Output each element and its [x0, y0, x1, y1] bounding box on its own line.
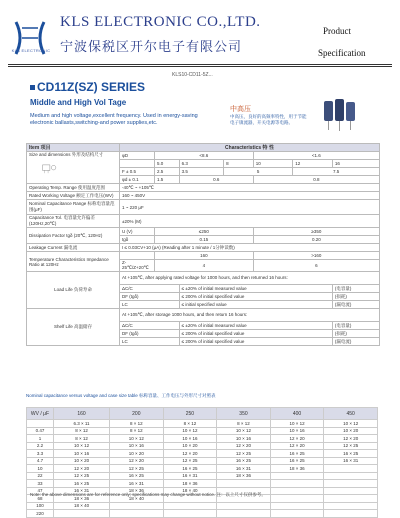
dim-cell: 16	[332, 160, 379, 168]
dim-cell: 5.0	[155, 160, 180, 168]
case-size-cell: 8 × 12	[163, 420, 217, 428]
case-size-cell: 10 × 16	[163, 435, 217, 443]
case-size-cell: 6.3 × 11	[54, 420, 110, 428]
case-size-cell	[110, 510, 164, 518]
voltage-col-header: 450	[324, 408, 378, 420]
voltage-value: 160 ~ 450V	[120, 192, 380, 200]
header-divider	[8, 66, 392, 67]
case-size-cell: 12 × 25	[217, 450, 271, 458]
company-name: KLS ELECTRONIC CO.,LTD.	[60, 14, 261, 30]
size-table-row	[27, 510, 378, 518]
capacitance-cell: 0.47	[27, 427, 54, 435]
f-cell: 2.5	[155, 168, 180, 176]
voltage-col-header: 160	[54, 408, 110, 420]
size-table-row	[27, 502, 378, 510]
case-size-cell: 18 × 40	[54, 502, 110, 510]
case-size-cell: 8 × 12	[54, 435, 110, 443]
case-size-cell	[324, 502, 378, 510]
table-row	[27, 215, 380, 228]
tan-col: ≤250	[155, 228, 254, 236]
series-description-cn: 中高压，良好的高频率特性，用于节能电子镇流器，开关电源等电路。	[230, 114, 307, 125]
footer-note: Note: the above dimensions are for reference only; specifications may change without notice. 注：以上尺寸仅供参考。	[30, 492, 266, 497]
shelf-value: ≤ ±20% of initial measured value	[179, 322, 332, 330]
capacitance-cell: 47	[27, 487, 54, 495]
f-cell: 5	[224, 168, 293, 176]
case-size-cell: 16 × 25	[54, 480, 110, 488]
d-cell: 1.5	[155, 176, 180, 184]
size-table-row	[27, 450, 378, 458]
tan-cell: 0.20	[253, 236, 379, 244]
capacitance-cell: 4.7	[27, 457, 54, 465]
phi-d-range-2: <1.6	[253, 152, 379, 160]
case-size-cell: 12 × 20	[270, 442, 324, 450]
table-row	[27, 244, 380, 252]
temp-char-label: Temperature Characteristics Impedance Ratio at 120Hz	[27, 252, 120, 272]
capacitance-cell: 33	[27, 480, 54, 488]
dimension-diagram	[34, 164, 64, 186]
case-size-cell: 8 × 12	[217, 420, 271, 428]
capacitance-cell	[27, 420, 54, 428]
shelf-key: DF (tgδ)	[120, 330, 180, 338]
case-size-cell: 12 × 20	[163, 450, 217, 458]
load-life-label: Load Life 负荷寿命	[27, 272, 120, 309]
case-size-cell: 18 × 36	[54, 495, 110, 503]
phi-d-label: φD	[120, 152, 155, 160]
load-value: ≤ 200% of initial specified value	[179, 293, 332, 301]
capacitance-cell: 22	[27, 472, 54, 480]
size-table-row	[27, 420, 378, 428]
size-table-row	[27, 435, 378, 443]
capacitance-cell: 68	[27, 495, 54, 503]
product-label: Product	[323, 26, 351, 36]
load-cn: (漏电流)	[332, 301, 379, 309]
case-size-cell: 10 × 12	[110, 435, 164, 443]
load-key: LC	[120, 301, 180, 309]
table-header-row	[27, 144, 380, 152]
size-table-header	[27, 408, 378, 420]
case-size-cell: 16 × 25	[270, 457, 324, 465]
company-name-cn: 宁波保税区开尔电子有限公司	[60, 39, 243, 54]
case-size-cell: 12 × 20	[324, 435, 378, 443]
size-label: Size and dimensions 外形及结构尺寸	[27, 152, 120, 184]
shelf-cn: (损耗)	[332, 330, 379, 338]
case-size-cell: 16 × 25	[163, 465, 217, 473]
case-size-cell	[217, 502, 271, 510]
case-size-cell: 12 × 25	[163, 457, 217, 465]
case-size-cell: 10 × 16	[54, 450, 110, 458]
specification-label: Specification	[318, 48, 366, 58]
tan-cell: 0.15	[155, 236, 254, 244]
voltage-label: Rated Working Voltage 额定工作电压(WV)	[27, 192, 120, 200]
case-size-cell: 12 × 25	[54, 472, 110, 480]
shelf-value: ≤ 200% of initial specified value	[179, 330, 332, 338]
tan-wv-head: U (V)	[120, 228, 155, 236]
case-size-cell	[270, 510, 324, 518]
case-size-cell: 10 × 20	[324, 427, 378, 435]
shelf-life-label: Shelf Life 高温储存	[27, 309, 120, 346]
case-size-cell	[324, 495, 378, 503]
d-label: φd ± 0.1	[120, 176, 155, 184]
table-row	[27, 152, 380, 160]
shelf-key: ΔC/C	[120, 322, 180, 330]
f-cell: 3.5	[179, 168, 223, 176]
case-size-cell	[270, 487, 324, 495]
case-size-cell: 12 × 25	[324, 442, 378, 450]
tan-row-label: tgδ	[120, 236, 155, 244]
voltage-col-header: 350	[217, 408, 271, 420]
capacitor-photo	[322, 98, 362, 132]
dim-cell: 6.3	[179, 160, 223, 168]
dim-cell: 8	[224, 160, 254, 168]
tan-col: ≥350	[253, 228, 379, 236]
case-size-cell: 16 × 25	[217, 457, 271, 465]
case-size-cell: 16 × 25	[270, 450, 324, 458]
bullet-square-icon	[30, 85, 35, 90]
size-table-row	[27, 427, 378, 435]
series-title-cn: 中高压	[230, 106, 251, 113]
capacitance-cell: 1	[27, 435, 54, 443]
case-size-cell	[270, 495, 324, 503]
case-size-cell	[163, 502, 217, 510]
document-code: KLS10-CD11-5Z...	[172, 72, 213, 78]
table-row	[27, 272, 380, 285]
header-item: Item 项目	[27, 144, 120, 152]
case-size-cell: 10 × 20	[163, 442, 217, 450]
f-cell: 7.5	[293, 168, 380, 176]
leakage-label: Leakage Current 漏电流	[27, 244, 120, 252]
case-size-cell: 10 × 16	[270, 427, 324, 435]
case-size-cell	[217, 480, 271, 488]
load-key: ΔC/C	[120, 285, 180, 293]
temp-char-col: >160	[253, 252, 379, 260]
case-size-cell: 10 × 12	[217, 427, 271, 435]
capacitance-cell: 100	[27, 502, 54, 510]
case-size-cell: 8 × 12	[54, 427, 110, 435]
cap-range-label: Nominal Capacitance Range 标称电容量范围(μF)	[27, 200, 120, 215]
case-size-cell: 10 × 20	[110, 450, 164, 458]
capacitance-cell: 220	[27, 510, 54, 518]
case-size-cell: 12 × 20	[270, 435, 324, 443]
corner-cell: WV / μF	[27, 408, 54, 420]
d-cell: 0.6	[179, 176, 253, 184]
case-size-cell: 12 × 20	[217, 442, 271, 450]
case-size-cell: 16 × 31	[217, 465, 271, 473]
case-size-cell: 10 × 16	[217, 435, 271, 443]
cap-tol-label: Capacitance Tol. 电容量允许偏差(120Hz,20℃)	[27, 215, 120, 228]
temp-char-cell: 6	[253, 260, 379, 272]
temp-char-row-label: Z-25℃/Z+20℃	[120, 260, 155, 272]
case-size-cell: 18 × 36	[110, 487, 164, 495]
case-size-cell: 12 × 25	[110, 465, 164, 473]
load-key: DF (tgδ)	[120, 293, 180, 301]
temp-char-col: 160	[155, 252, 254, 260]
voltage-col-header: 400	[270, 408, 324, 420]
leakage-value: I ≤ 0.03CV+10 (μA) (Reading after 1 minute / 1分钟读数)	[120, 244, 380, 252]
size-table-row	[27, 465, 378, 473]
temp-range-value: -40℃ ~ +105℃	[120, 184, 380, 192]
case-size-cell	[270, 502, 324, 510]
case-size-cell: 18 × 36	[270, 465, 324, 473]
case-size-cell: 10 × 20	[54, 457, 110, 465]
case-size-cell: 10 × 12	[324, 420, 378, 428]
case-size-cell: 16 × 25	[324, 450, 378, 458]
table-row	[27, 200, 380, 215]
case-size-cell: 16 × 25	[110, 472, 164, 480]
case-size-cell	[324, 510, 378, 518]
case-size-cell: 10 × 12	[270, 420, 324, 428]
shelf-cn: (电容量)	[332, 322, 379, 330]
case-size-cell	[217, 510, 271, 518]
tan-label: Dissipation Factor tgδ (20℃, 120Hz)	[27, 228, 120, 244]
case-size-cell: 8 × 12	[110, 420, 164, 428]
case-size-cell: 18 × 36	[217, 472, 271, 480]
case-size-cell	[324, 487, 378, 495]
table-row	[27, 184, 380, 192]
case-size-cell	[110, 502, 164, 510]
case-size-cell: 10 × 16	[110, 442, 164, 450]
cap-tol-value: ±20% (M)	[120, 215, 380, 228]
shelf-cn: (漏电流)	[332, 338, 379, 346]
case-size-cell: 16 × 31	[324, 457, 378, 465]
header-divider	[8, 64, 392, 65]
case-size-cell	[324, 465, 378, 473]
capacitance-cell: 2.2	[27, 442, 54, 450]
load-cn: (损耗)	[332, 293, 379, 301]
case-size-cell: 16 × 31	[54, 487, 110, 495]
header-characteristics: Characteristics 特 性	[120, 144, 380, 152]
case-size-cell: 16 × 31	[110, 480, 164, 488]
case-size-cell	[324, 472, 378, 480]
case-size-cell: 10 × 12	[54, 442, 110, 450]
case-size-cell: 18 × 40	[163, 487, 217, 495]
case-size-cell	[270, 472, 324, 480]
logo-caption: KLS ELECTRONIC	[11, 48, 51, 53]
case-size-cell: 12 × 20	[110, 457, 164, 465]
case-size-cell	[270, 480, 324, 488]
f-label: F ± 0.5	[120, 168, 155, 176]
voltage-col-header: 200	[110, 408, 164, 420]
table-row	[27, 252, 380, 260]
temp-char-cell: 4	[155, 260, 254, 272]
load-life-note: At +105℃, after applying rated voltage for 1000 hours, and then returned 16 hours:	[120, 272, 380, 285]
phi-d-range-1: <8.6	[155, 152, 254, 160]
size-table	[26, 407, 378, 518]
voltage-col-header: 250	[163, 408, 217, 420]
shelf-value: ≤ 200% of initial specified value	[179, 338, 332, 346]
size-table-row	[27, 457, 378, 465]
case-size-cell: 12 × 20	[54, 465, 110, 473]
capacitance-cell: 10	[27, 465, 54, 473]
size-table-row	[27, 442, 378, 450]
size-table-row	[27, 480, 378, 488]
capacitance-cell: 3.3	[27, 450, 54, 458]
case-size-cell: 8 × 12	[110, 427, 164, 435]
load-cn: (电容量)	[332, 285, 379, 293]
size-table-row	[27, 472, 378, 480]
case-size-cell: 18 × 36	[163, 480, 217, 488]
case-size-cell	[54, 510, 110, 518]
load-value: ≤ initial specified value	[179, 301, 332, 309]
temp-range-label: Operating Temp. Range 使用温度范围	[27, 184, 120, 192]
table-row	[27, 228, 380, 236]
series-description: Medium and high voltage,excellent frequency. Used in energy-saving electronic ballasts,switching-and power supplies,etc.	[30, 113, 198, 126]
case-size-cell	[163, 510, 217, 518]
shelf-key: LC	[120, 338, 180, 346]
table-row	[27, 192, 380, 200]
case-size-cell: 10 × 12	[163, 427, 217, 435]
dim-cell: 10	[253, 160, 293, 168]
series-title: CD11Z(SZ) SERIES	[30, 80, 145, 94]
case-size-cell: 18 × 40	[110, 495, 164, 503]
dim-cell: 12	[293, 160, 333, 168]
load-value: ≤ ±20% of initial measured value	[179, 285, 332, 293]
cap-range-value: 1 ~ 220 μF	[120, 200, 380, 215]
specification-table	[26, 143, 380, 346]
d-cell: 0.8	[253, 176, 379, 184]
shelf-life-note: At +105℃, after storage 1000 hours, and then return 16 hours:	[120, 309, 380, 322]
case-size-cell	[324, 480, 378, 488]
size-table-caption: Nominal capacitance versus voltage and case size table 标称容量、工作电压与外形尺寸对照表	[26, 393, 216, 398]
table-row	[27, 309, 380, 322]
case-size-cell: 16 × 31	[163, 472, 217, 480]
series-subtitle: Middle and High Vol Tage	[30, 98, 127, 107]
